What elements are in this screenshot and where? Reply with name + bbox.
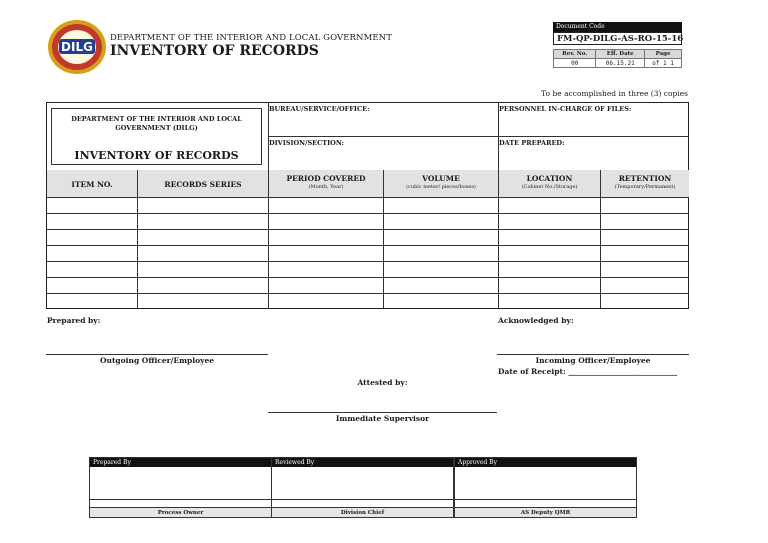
date-prepared-label: DATE PREPARED: bbox=[499, 139, 565, 147]
doc-meta-table bbox=[553, 49, 682, 68]
attested-by-label: Attested by: bbox=[357, 378, 408, 387]
approval-box-prepared bbox=[89, 457, 272, 518]
col-period-covered: PERIOD COVERED (Month, Year) bbox=[269, 170, 383, 197]
approval-name: Division Chief bbox=[272, 507, 453, 517]
page-value: of 1 1 bbox=[645, 59, 682, 68]
inventory-form bbox=[46, 102, 689, 309]
table-row[interactable] bbox=[47, 229, 689, 230]
table-row[interactable] bbox=[47, 197, 689, 198]
header-title: INVENTORY OF RECORDS bbox=[110, 43, 319, 59]
grid-column-line bbox=[268, 170, 269, 309]
table-row[interactable] bbox=[47, 261, 689, 262]
approval-header: Reviewed By bbox=[272, 458, 453, 467]
personnel-label: PERSONNEL IN-CHARGE OF FILES: bbox=[499, 105, 632, 113]
date-of-receipt[interactable]: Date of Receipt: _____________________________ bbox=[498, 367, 678, 376]
incoming-signature-line[interactable] bbox=[497, 354, 689, 355]
grid-column-line bbox=[498, 170, 499, 309]
page-label: Page bbox=[645, 50, 682, 59]
header-department: DEPARTMENT OF THE INTERIOR AND LOCAL GOVERNMENT bbox=[110, 33, 392, 43]
grid-column-line bbox=[600, 170, 601, 309]
doc-code-label: Document Code bbox=[553, 22, 682, 32]
form-dept-name: DEPARTMENT OF THE INTERIOR AND LOCAL GOVERNMENT (DILG) bbox=[71, 115, 242, 132]
approval-header: Approved By bbox=[455, 458, 636, 467]
form-title-box bbox=[51, 108, 262, 165]
doc-code-value: FM-QP-DILG-AS-RO-15-16 bbox=[553, 32, 682, 45]
logo-text: DILG bbox=[61, 40, 93, 54]
immediate-supervisor-label: Immediate Supervisor bbox=[335, 414, 430, 423]
eff-date-value: 06.15.21 bbox=[596, 59, 645, 68]
table-row[interactable] bbox=[47, 245, 689, 246]
approval-header: Prepared By bbox=[90, 458, 271, 467]
table-row[interactable] bbox=[47, 277, 689, 278]
col-location: LOCATION (Cabinet No./Storage) bbox=[499, 170, 600, 197]
incoming-officer-label: Incoming Officer/Employee bbox=[535, 356, 651, 365]
prepared-by-label: Prepared by: bbox=[47, 316, 101, 325]
approval-box-approved bbox=[454, 457, 637, 518]
rev-no-label: Rev. No. bbox=[554, 50, 596, 59]
rev-no-value: 00 bbox=[554, 59, 596, 68]
acknowledged-by-label: Acknowledged by: bbox=[498, 316, 574, 325]
table-row[interactable] bbox=[47, 293, 689, 294]
col-records-series: RECORDS SERIES bbox=[138, 170, 268, 197]
outgoing-officer-label: Outgoing Officer/Employee bbox=[99, 356, 215, 365]
outgoing-signature-line[interactable] bbox=[46, 354, 268, 355]
supervisor-signature-line[interactable] bbox=[268, 412, 497, 413]
bureau-label: BUREAU/SERVICE/OFFICE: bbox=[269, 105, 370, 113]
approval-name: AS Deputy QMR bbox=[455, 507, 636, 517]
eff-date-label: Eff. Date bbox=[596, 50, 645, 59]
form-title: INVENTORY OF RECORDS bbox=[74, 149, 239, 162]
division-label: DIVISION/SECTION: bbox=[269, 139, 344, 147]
col-volume: VOLUME (cubic meter/ pieces/boxes) bbox=[384, 170, 498, 197]
col-retention: RETENTION (Temporary/Permanent) bbox=[601, 170, 689, 197]
approval-box-reviewed bbox=[271, 457, 454, 518]
table-row[interactable] bbox=[47, 213, 689, 214]
col-item-no: ITEM NO. bbox=[47, 170, 137, 197]
dilg-logo bbox=[46, 18, 108, 76]
grid-column-line bbox=[137, 170, 138, 309]
copies-note: To be accomplished in three (3) copies bbox=[541, 89, 688, 98]
approval-name: Process Owner bbox=[90, 507, 271, 517]
grid-column-line bbox=[383, 170, 384, 309]
